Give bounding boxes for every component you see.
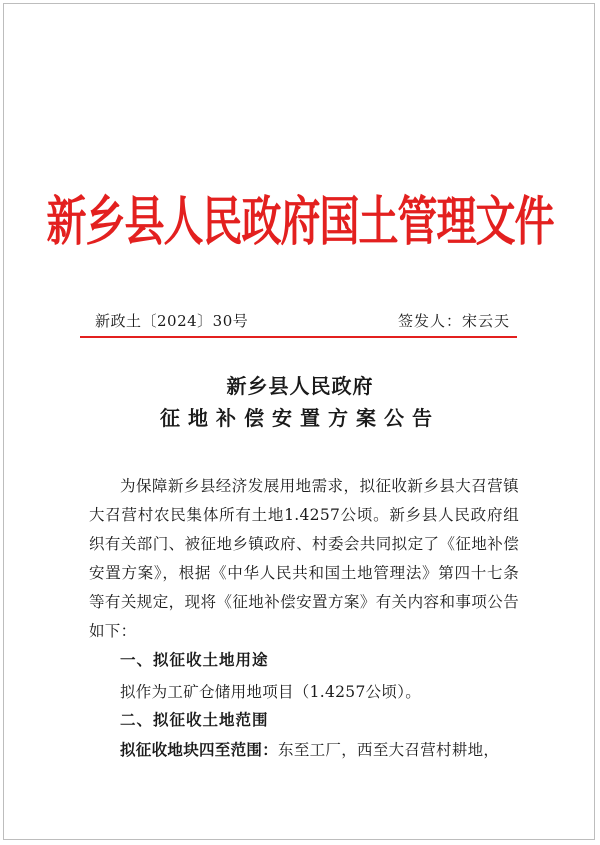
section-2-line	[120, 738, 499, 760]
boundary-label: 拟征收地块四至范围：	[120, 741, 279, 759]
document-number: 新政土〔2024〕30号	[95, 312, 249, 330]
section-2-heading: 二、拟征收土地范围	[120, 711, 269, 729]
section-1-text: 拟作为工矿仓储用地项目（1.4257公顷）。	[120, 683, 422, 701]
boundary-text: 东至工厂，西至大召营村耕地，	[278, 741, 500, 759]
notice-title: 征地补偿安置方案公告	[160, 406, 440, 430]
document-header-title: 新乡县人民政府国土管理文件	[46, 191, 554, 253]
header-divider	[80, 336, 517, 338]
intro-paragraph: 为保障新乡县经济发展用地需求，拟征收新乡县大召营镇大召营村农民集体所有土地1.4257公顷。新乡县人民政府组织有关部门、被征地乡镇政府、村委会共同拟定了《征地补偿安置方案》，根据《中华人民共和国土地管理法》第四十七条等有关规定，现将《征地补偿安置方案》有关内容和事项公告如下：	[89, 477, 519, 640]
section-1-heading: 一、拟征收土地用途	[120, 651, 269, 669]
notice-organization: 新乡县人民政府	[226, 374, 374, 398]
document-signer: 签发人：宋云天	[398, 312, 511, 330]
